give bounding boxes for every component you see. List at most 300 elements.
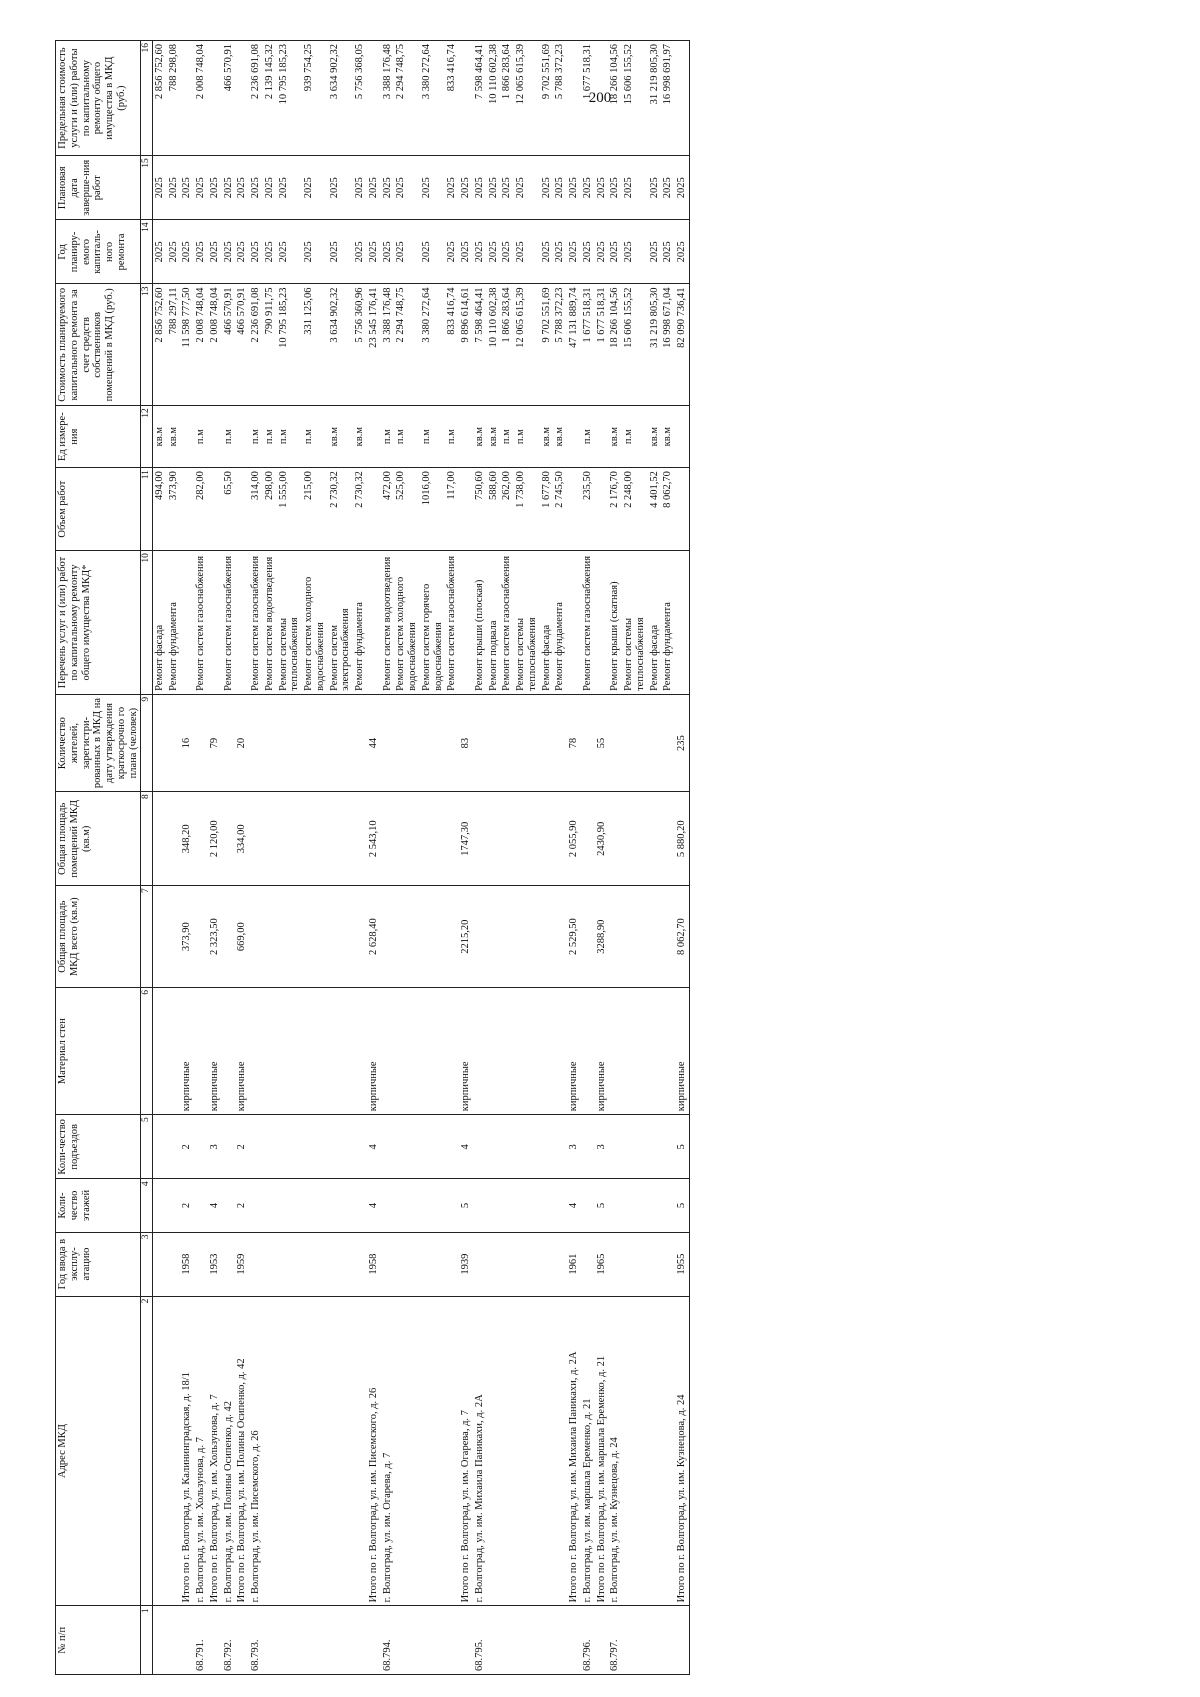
cell-col-7 — [608, 886, 622, 988]
cell-col-7: 2 628,40 — [367, 886, 381, 988]
cell-col-14: 2025 — [567, 220, 581, 284]
cell-col-10 — [675, 551, 689, 695]
cell-col-7 — [222, 886, 236, 988]
cell-col-4: 4 — [208, 1179, 222, 1232]
cell-col-10 — [208, 551, 222, 695]
column-number: 9 — [141, 694, 153, 791]
cell-col-6 — [381, 988, 395, 1115]
cell-col-16: 16 998 691,97 — [661, 41, 675, 156]
cell-col-16: 12 065 615,39 — [514, 41, 540, 156]
cell-col-8: 2 120,00 — [208, 792, 222, 886]
header-cell: Материал стен — [56, 988, 141, 1115]
table-row — [540, 41, 554, 1675]
total-row — [180, 41, 194, 1675]
cell-col-2 — [648, 1296, 662, 1606]
cell-col-9 — [608, 694, 622, 791]
cell-col-16: 2 139 145,32 — [263, 41, 277, 156]
cell-col-1 — [445, 1606, 459, 1675]
cell-col-11 — [459, 468, 473, 551]
cell-col-15: 2025 — [277, 156, 303, 220]
cell-col-12 — [459, 406, 473, 468]
table-header — [56, 41, 153, 1675]
cell-col-1: 68.793. — [249, 1606, 263, 1675]
cell-col-13: 9 896 614,61 — [459, 284, 473, 406]
table-row — [661, 41, 675, 1675]
cell-col-11: 750,60 — [473, 468, 487, 551]
cell-col-9 — [622, 694, 648, 791]
cell-col-9 — [500, 694, 514, 791]
cell-col-10: Ремонт фасада — [648, 551, 662, 695]
cell-col-14: 2025 — [208, 220, 222, 284]
cell-col-13: 5 756 360,96 — [353, 284, 367, 406]
cell-col-7 — [473, 886, 487, 988]
cell-col-12: кв.м — [487, 406, 501, 468]
cell-col-7 — [394, 886, 420, 988]
cell-col-16: 1 677 518,31 — [581, 41, 595, 156]
cell-col-5 — [608, 1115, 622, 1179]
cell-col-6 — [473, 988, 487, 1115]
cell-col-15: 2025 — [553, 156, 567, 220]
cell-col-1 — [180, 1606, 194, 1675]
cell-col-3 — [152, 1232, 166, 1296]
cell-col-4 — [445, 1179, 459, 1232]
cell-col-10: Ремонт фундамента — [661, 551, 675, 695]
cell-col-5: 4 — [367, 1115, 381, 1179]
cell-col-6 — [249, 988, 263, 1115]
cell-col-15: 2025 — [194, 156, 208, 220]
cell-col-16: 1 866 283,64 — [500, 41, 514, 156]
cell-col-8 — [420, 792, 446, 886]
cell-col-8 — [608, 792, 622, 886]
cell-col-16: 18 266 104,56 — [608, 41, 622, 156]
cell-col-8 — [263, 792, 277, 886]
cell-col-14: 2025 — [353, 220, 367, 284]
cell-col-9 — [381, 694, 395, 791]
cell-col-15: 2025 — [540, 156, 554, 220]
cell-col-7 — [167, 886, 181, 988]
cell-col-3 — [394, 1232, 420, 1296]
table-row — [473, 41, 487, 1675]
cell-col-7 — [487, 886, 501, 988]
header-cell: Год планиру-емого капиталь-ного ремонта — [56, 220, 141, 284]
cell-col-2 — [661, 1296, 675, 1606]
cell-col-16: 466 570,91 — [222, 41, 236, 156]
cell-col-12: кв.м — [473, 406, 487, 468]
cell-col-14: 2025 — [167, 220, 181, 284]
cell-col-16: 7 598 464,41 — [473, 41, 487, 156]
cell-col-7 — [194, 886, 208, 988]
cell-col-11: 525,00 — [394, 468, 420, 551]
table-row — [381, 41, 395, 1675]
cell-col-13: 466 570,91 — [222, 284, 236, 406]
cell-col-14: 2025 — [302, 220, 328, 284]
cell-col-5: 4 — [459, 1115, 473, 1179]
cell-col-15: 2025 — [381, 156, 395, 220]
cell-col-3 — [420, 1232, 446, 1296]
cell-col-2: г. Волгоград, ул. им. Полины Осипенко, д. 42 — [222, 1296, 236, 1606]
cell-col-11 — [208, 468, 222, 551]
cell-col-12 — [235, 406, 249, 468]
column-number: 8 — [141, 792, 153, 886]
cell-col-1 — [459, 1606, 473, 1675]
cell-col-8 — [661, 792, 675, 886]
total-row — [459, 41, 473, 1675]
cell-col-8 — [540, 792, 554, 886]
cell-col-1 — [648, 1606, 662, 1675]
cell-col-2 — [328, 1296, 354, 1606]
column-number: 10 — [141, 551, 153, 695]
cell-col-4 — [328, 1179, 354, 1232]
cell-col-8 — [445, 792, 459, 886]
cell-col-3 — [540, 1232, 554, 1296]
cell-col-3: 1958 — [180, 1232, 194, 1296]
cell-col-3: 1955 — [675, 1232, 689, 1296]
cell-col-2 — [553, 1296, 567, 1606]
cell-col-1 — [487, 1606, 501, 1675]
cell-col-7 — [353, 886, 367, 988]
cell-col-11: 472,00 — [381, 468, 395, 551]
cell-col-12: п.м — [394, 406, 420, 468]
cell-col-3 — [487, 1232, 501, 1296]
cell-col-10: Ремонт систем газоснабжения — [222, 551, 236, 695]
cell-col-12 — [675, 406, 689, 468]
cell-col-11 — [367, 468, 381, 551]
cell-col-3 — [581, 1232, 595, 1296]
cell-col-16: 10 795 185,23 — [277, 41, 303, 156]
table-row — [302, 41, 328, 1675]
cell-col-4: 5 — [595, 1179, 609, 1232]
cell-col-5 — [445, 1115, 459, 1179]
cell-col-8: 2 543,10 — [367, 792, 381, 886]
cell-col-14: 2025 — [381, 220, 395, 284]
cell-col-4 — [608, 1179, 622, 1232]
cell-col-12 — [180, 406, 194, 468]
cell-col-9 — [487, 694, 501, 791]
table-row — [487, 41, 501, 1675]
cell-col-11 — [595, 468, 609, 551]
cell-col-10: Ремонт систем газоснабжения — [445, 551, 459, 695]
cell-col-3: 1965 — [595, 1232, 609, 1296]
cell-col-13: 11 598 777,50 — [180, 284, 194, 406]
cell-col-12: п.м — [445, 406, 459, 468]
cell-col-10: Ремонт систем холодного водоснабжения — [394, 551, 420, 695]
cell-col-3 — [500, 1232, 514, 1296]
cell-col-1 — [394, 1606, 420, 1675]
cell-col-9 — [152, 694, 166, 791]
cell-col-5 — [194, 1115, 208, 1179]
cell-col-9 — [581, 694, 595, 791]
cell-col-12 — [595, 406, 609, 468]
cell-col-12: кв.м — [152, 406, 166, 468]
header-cell: Предельная стоимость услуги и (или) работы по капитальному ремонту общего имущества в МКД (руб.) — [56, 41, 141, 156]
cell-col-10: Ремонт систем газоснабжения — [194, 551, 208, 695]
cell-col-4: 5 — [675, 1179, 689, 1232]
cell-col-7 — [581, 886, 595, 988]
cell-col-12: п.м — [514, 406, 540, 468]
cell-col-13: 31 219 805,30 — [648, 284, 662, 406]
cell-col-2: г. Волгоград, ул. им. Огарева, д. 7 — [381, 1296, 395, 1606]
cell-col-11: 65,50 — [222, 468, 236, 551]
table-row — [249, 41, 263, 1675]
cell-col-9 — [648, 694, 662, 791]
rotated-table-wrapper — [55, 40, 1147, 1675]
cell-col-15: 2025 — [648, 156, 662, 220]
cell-col-13: 833 416,74 — [445, 284, 459, 406]
cell-col-14: 2025 — [595, 220, 609, 284]
cell-col-3 — [353, 1232, 367, 1296]
cell-col-8 — [487, 792, 501, 886]
table-row — [167, 41, 181, 1675]
cell-col-8 — [277, 792, 303, 886]
cell-col-11: 494,00 — [152, 468, 166, 551]
cell-col-7 — [420, 886, 446, 988]
cell-col-10: Ремонт систем горячего водоснабжения — [420, 551, 446, 695]
cell-col-5 — [473, 1115, 487, 1179]
cell-col-14: 2025 — [263, 220, 277, 284]
cell-col-5 — [263, 1115, 277, 1179]
cell-col-3 — [648, 1232, 662, 1296]
cell-col-4 — [514, 1179, 540, 1232]
cell-col-2 — [420, 1296, 446, 1606]
cell-col-8 — [553, 792, 567, 886]
cell-col-16: 15 606 155,52 — [622, 41, 648, 156]
cell-col-7 — [514, 886, 540, 988]
cell-col-6 — [445, 988, 459, 1115]
cell-col-13: 47 131 889,74 — [567, 284, 581, 406]
cell-col-4 — [581, 1179, 595, 1232]
cell-col-11: 262,00 — [500, 468, 514, 551]
cell-col-16: 3 380 272,64 — [420, 41, 446, 156]
cell-col-5 — [394, 1115, 420, 1179]
cell-col-5: 5 — [675, 1115, 689, 1179]
cell-col-3 — [381, 1232, 395, 1296]
cell-col-1: 68.796. — [581, 1606, 595, 1675]
cell-col-7: 2 323,50 — [208, 886, 222, 988]
cell-col-2: г. Волгоград, ул. им. Писемского, д. 26 — [249, 1296, 263, 1606]
cell-col-4 — [302, 1179, 328, 1232]
cell-col-4 — [661, 1179, 675, 1232]
cell-col-16: 2 294 748,75 — [394, 41, 420, 156]
cell-col-1 — [167, 1606, 181, 1675]
cell-col-6: кирпичные — [235, 988, 249, 1115]
cell-col-14: 2025 — [540, 220, 554, 284]
cell-col-13: 15 606 155,52 — [622, 284, 648, 406]
cell-col-6 — [302, 988, 328, 1115]
cell-col-10 — [567, 551, 581, 695]
cell-col-9 — [353, 694, 367, 791]
cell-col-1 — [500, 1606, 514, 1675]
cell-col-1: 68.795. — [473, 1606, 487, 1675]
cell-col-4 — [152, 1179, 166, 1232]
cell-col-8: 334,00 — [235, 792, 249, 886]
cell-col-4: 2 — [180, 1179, 194, 1232]
cell-col-9 — [167, 694, 181, 791]
cell-col-8 — [514, 792, 540, 886]
cell-col-16 — [459, 41, 473, 156]
total-row — [567, 41, 581, 1675]
cell-col-3: 1959 — [235, 1232, 249, 1296]
cell-col-5 — [648, 1115, 662, 1179]
cell-col-2: Итого по г. Волгоград, ул. Калининградская, д. 18/1 — [180, 1296, 194, 1606]
cell-col-1 — [675, 1606, 689, 1675]
cell-col-16: 9 702 551,69 — [540, 41, 554, 156]
cell-col-15: 2025 — [622, 156, 648, 220]
cell-col-16 — [235, 41, 249, 156]
cell-col-6: кирпичные — [208, 988, 222, 1115]
cell-col-8 — [353, 792, 367, 886]
cell-col-6 — [167, 988, 181, 1115]
cell-col-10: Ремонт систем водоотведения — [381, 551, 395, 695]
table-row — [500, 41, 514, 1675]
cell-col-6: кирпичные — [595, 988, 609, 1115]
cell-col-14: 2025 — [608, 220, 622, 284]
total-row — [595, 41, 609, 1675]
cell-col-15: 2025 — [500, 156, 514, 220]
column-number: 5 — [141, 1115, 153, 1179]
cell-col-7: 669,00 — [235, 886, 249, 988]
cell-col-3 — [473, 1232, 487, 1296]
cell-col-8 — [500, 792, 514, 886]
cell-col-15: 2025 — [675, 156, 689, 220]
cell-col-15: 2025 — [473, 156, 487, 220]
cell-col-12: п.м — [249, 406, 263, 468]
table-row — [222, 41, 236, 1675]
cell-col-13: 82 090 736,41 — [675, 284, 689, 406]
capital-repair-table — [55, 40, 690, 1675]
cell-col-1 — [302, 1606, 328, 1675]
cell-col-1 — [553, 1606, 567, 1675]
cell-col-4 — [263, 1179, 277, 1232]
cell-col-3 — [514, 1232, 540, 1296]
cell-col-14: 2025 — [661, 220, 675, 284]
cell-col-15: 2025 — [235, 156, 249, 220]
cell-col-4 — [167, 1179, 181, 1232]
cell-col-6 — [353, 988, 367, 1115]
cell-col-13: 2 008 748,04 — [194, 284, 208, 406]
cell-col-10: Ремонт систем водоотведения — [263, 551, 277, 695]
cell-col-14: 2025 — [152, 220, 166, 284]
header-cell: Коли-чество подъездов — [56, 1115, 141, 1179]
cell-col-1 — [208, 1606, 222, 1675]
cell-col-14: 2025 — [622, 220, 648, 284]
cell-col-16: 2 236 691,08 — [249, 41, 263, 156]
cell-col-9 — [394, 694, 420, 791]
cell-col-10: Ремонт подвала — [487, 551, 501, 695]
column-number: 6 — [141, 988, 153, 1115]
cell-col-4 — [277, 1179, 303, 1232]
cell-col-10: Ремонт систем холодного водоснабжения — [302, 551, 328, 695]
cell-col-7 — [249, 886, 263, 988]
table-row — [553, 41, 567, 1675]
cell-col-16: 3 634 902,32 — [328, 41, 354, 156]
header-cell: Стоимость планируемого капитального ремонта за счет средств собственников помещений в МКД (руб.) — [56, 284, 141, 406]
table-row — [445, 41, 459, 1675]
cell-col-9 — [540, 694, 554, 791]
cell-col-11: 2 730,32 — [328, 468, 354, 551]
cell-col-5 — [661, 1115, 675, 1179]
cell-col-13: 2 008 748,04 — [208, 284, 222, 406]
cell-col-12: кв.м — [553, 406, 567, 468]
cell-col-11: 4 401,52 — [648, 468, 662, 551]
cell-col-8 — [222, 792, 236, 886]
cell-col-4 — [553, 1179, 567, 1232]
cell-col-11: 2 730,32 — [353, 468, 367, 551]
cell-col-7 — [661, 886, 675, 988]
cell-col-13: 10 110 602,38 — [487, 284, 501, 406]
cell-col-5 — [353, 1115, 367, 1179]
cell-col-15: 2025 — [595, 156, 609, 220]
cell-col-16: 833 416,74 — [445, 41, 459, 156]
cell-col-3 — [328, 1232, 354, 1296]
cell-col-11: 2 745,50 — [553, 468, 567, 551]
cell-col-2 — [263, 1296, 277, 1606]
cell-col-2 — [622, 1296, 648, 1606]
cell-col-3: 1958 — [367, 1232, 381, 1296]
cell-col-10: Ремонт системы теплоснабжения — [514, 551, 540, 695]
cell-col-16: 31 219 805,30 — [648, 41, 662, 156]
cell-col-12: п.м — [622, 406, 648, 468]
cell-col-6 — [608, 988, 622, 1115]
cell-col-14: 2025 — [420, 220, 446, 284]
cell-col-13: 788 297,11 — [167, 284, 181, 406]
cell-col-12: п.м — [263, 406, 277, 468]
column-number: 3 — [141, 1232, 153, 1296]
table-row — [353, 41, 367, 1675]
cell-col-10: Ремонт крыши (плоская) — [473, 551, 487, 695]
total-row — [235, 41, 249, 1675]
column-number: 7 — [141, 886, 153, 988]
cell-col-10 — [595, 551, 609, 695]
cell-col-16: 5 788 372,23 — [553, 41, 567, 156]
cell-col-11: 2 176,70 — [608, 468, 622, 551]
cell-col-9 — [263, 694, 277, 791]
cell-col-1 — [277, 1606, 303, 1675]
cell-col-2: Итого по г. Волгоград, ул. им. маршала Еременко, д. 21 — [595, 1296, 609, 1606]
cell-col-4 — [473, 1179, 487, 1232]
cell-col-9 — [277, 694, 303, 791]
total-row — [208, 41, 222, 1675]
cell-col-15: 2025 — [222, 156, 236, 220]
cell-col-15: 2025 — [367, 156, 381, 220]
cell-col-4 — [353, 1179, 367, 1232]
header-cell: Коли-чество этажей — [56, 1179, 141, 1232]
cell-col-13: 10 795 185,23 — [277, 284, 303, 406]
cell-col-12: п.м — [302, 406, 328, 468]
cell-col-2: Итого по г. Волгоград, ул. им. Кузнецова, д. 24 — [675, 1296, 689, 1606]
cell-col-6 — [328, 988, 354, 1115]
cell-col-7 — [648, 886, 662, 988]
cell-col-5: 2 — [180, 1115, 194, 1179]
cell-col-14: 2025 — [235, 220, 249, 284]
cell-col-15: 2025 — [487, 156, 501, 220]
cell-col-11: 298,00 — [263, 468, 277, 551]
header-cell: Ед измере-ния — [56, 406, 141, 468]
column-number-row — [141, 41, 153, 1675]
column-number: 12 — [141, 406, 153, 468]
cell-col-3 — [661, 1232, 675, 1296]
cell-col-11: 2 248,00 — [622, 468, 648, 551]
cell-col-2: Итого по г. Волгоград, ул. им. Огарева, д. 7 — [459, 1296, 473, 1606]
header-cell: Объем работ — [56, 468, 141, 551]
cell-col-6 — [420, 988, 446, 1115]
cell-col-5: 2 — [235, 1115, 249, 1179]
cell-col-4 — [222, 1179, 236, 1232]
column-number: 16 — [141, 41, 153, 156]
cell-col-4: 4 — [367, 1179, 381, 1232]
cell-col-9 — [194, 694, 208, 791]
cell-col-1 — [353, 1606, 367, 1675]
cell-col-15: 2025 — [302, 156, 328, 220]
